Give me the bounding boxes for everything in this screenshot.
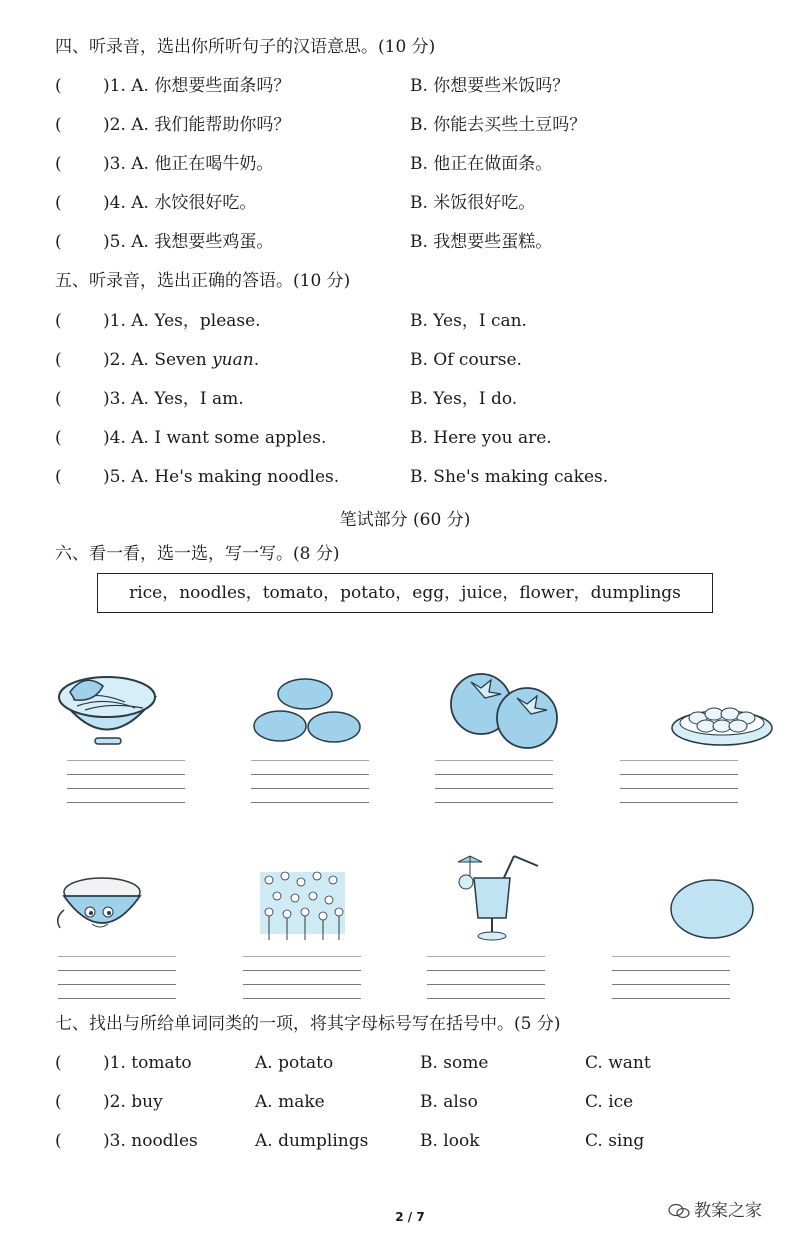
section-7-heading: 七、找出与所给单词同类的一项，将其字母标号写在括号中。(5 分)	[55, 1014, 561, 1034]
section-5-heading: 五、听录音，选出正确的答语。(10 分)	[55, 271, 351, 291]
juice-glass-image	[452, 852, 542, 944]
section-6-heading: 六、看一看，选一选，写一写。(8 分)	[55, 544, 340, 564]
written-part-title: 笔试部分 (60 分)	[339, 510, 471, 530]
list-item: ( )4. A. 水饺很好吃。 B. 米饭很好吃。	[55, 193, 536, 213]
writing-lines[interactable]	[612, 956, 730, 1012]
page-number: 2 / 7	[395, 1210, 425, 1224]
list-item: ( )2. buy A. make B. also C. ice	[55, 1092, 634, 1112]
list-item: ( )5. A. He's making noodles. B. She's making cakes.	[55, 467, 609, 487]
tomatoes-image	[445, 672, 563, 750]
dumplings-plate-image	[670, 690, 775, 748]
list-item: ( )5. A. 我想要些鸡蛋。 B. 我想要些蛋糕。	[55, 232, 553, 252]
writing-lines[interactable]	[251, 760, 369, 816]
watermark: 教案之家	[668, 1196, 762, 1221]
list-item: ( )2. A. 我们能帮助你吗？ B. 你能去买些土豆吗？	[55, 115, 587, 135]
writing-lines[interactable]	[427, 956, 545, 1012]
list-item: ( )3. noodles A. dumplings B. look C. sing	[55, 1131, 645, 1151]
writing-lines[interactable]	[243, 956, 361, 1012]
list-item: ( )1. tomato A. potato B. some C. want	[55, 1053, 651, 1073]
list-item: ( )4. A. I want some apples. B. Here you are.	[55, 428, 552, 448]
list-item: ( )1. A. Yes，please. B. Yes，I can.	[55, 311, 527, 331]
writing-lines[interactable]	[435, 760, 553, 816]
writing-lines[interactable]	[620, 760, 738, 816]
list-item: ( )1. A. 你想要些面条吗？ B. 你想要些米饭吗？	[55, 76, 570, 96]
list-item: ( )3. A. 他正在喝牛奶。 B. 他正在做面条。	[55, 154, 553, 174]
writing-lines[interactable]	[67, 760, 185, 816]
egg-image	[668, 878, 756, 940]
list-item: ( )2. A. Seven yuan. B. Of course.	[55, 350, 522, 370]
potatoes-image	[250, 677, 365, 747]
section-4-heading: 四、听录音，选出你所听句子的汉语意思。(10 分)	[55, 37, 436, 57]
word-bank: rice，noodles，tomato，potato，egg，juice，flower，dumplings	[97, 573, 713, 613]
list-item: ( )3. A. Yes，I am. B. Yes，I do.	[55, 389, 518, 409]
rice-bowl-image	[52, 870, 152, 940]
writing-lines[interactable]	[58, 956, 176, 1012]
noodles-bowl-image	[55, 662, 160, 747]
flowers-image	[255, 862, 350, 944]
